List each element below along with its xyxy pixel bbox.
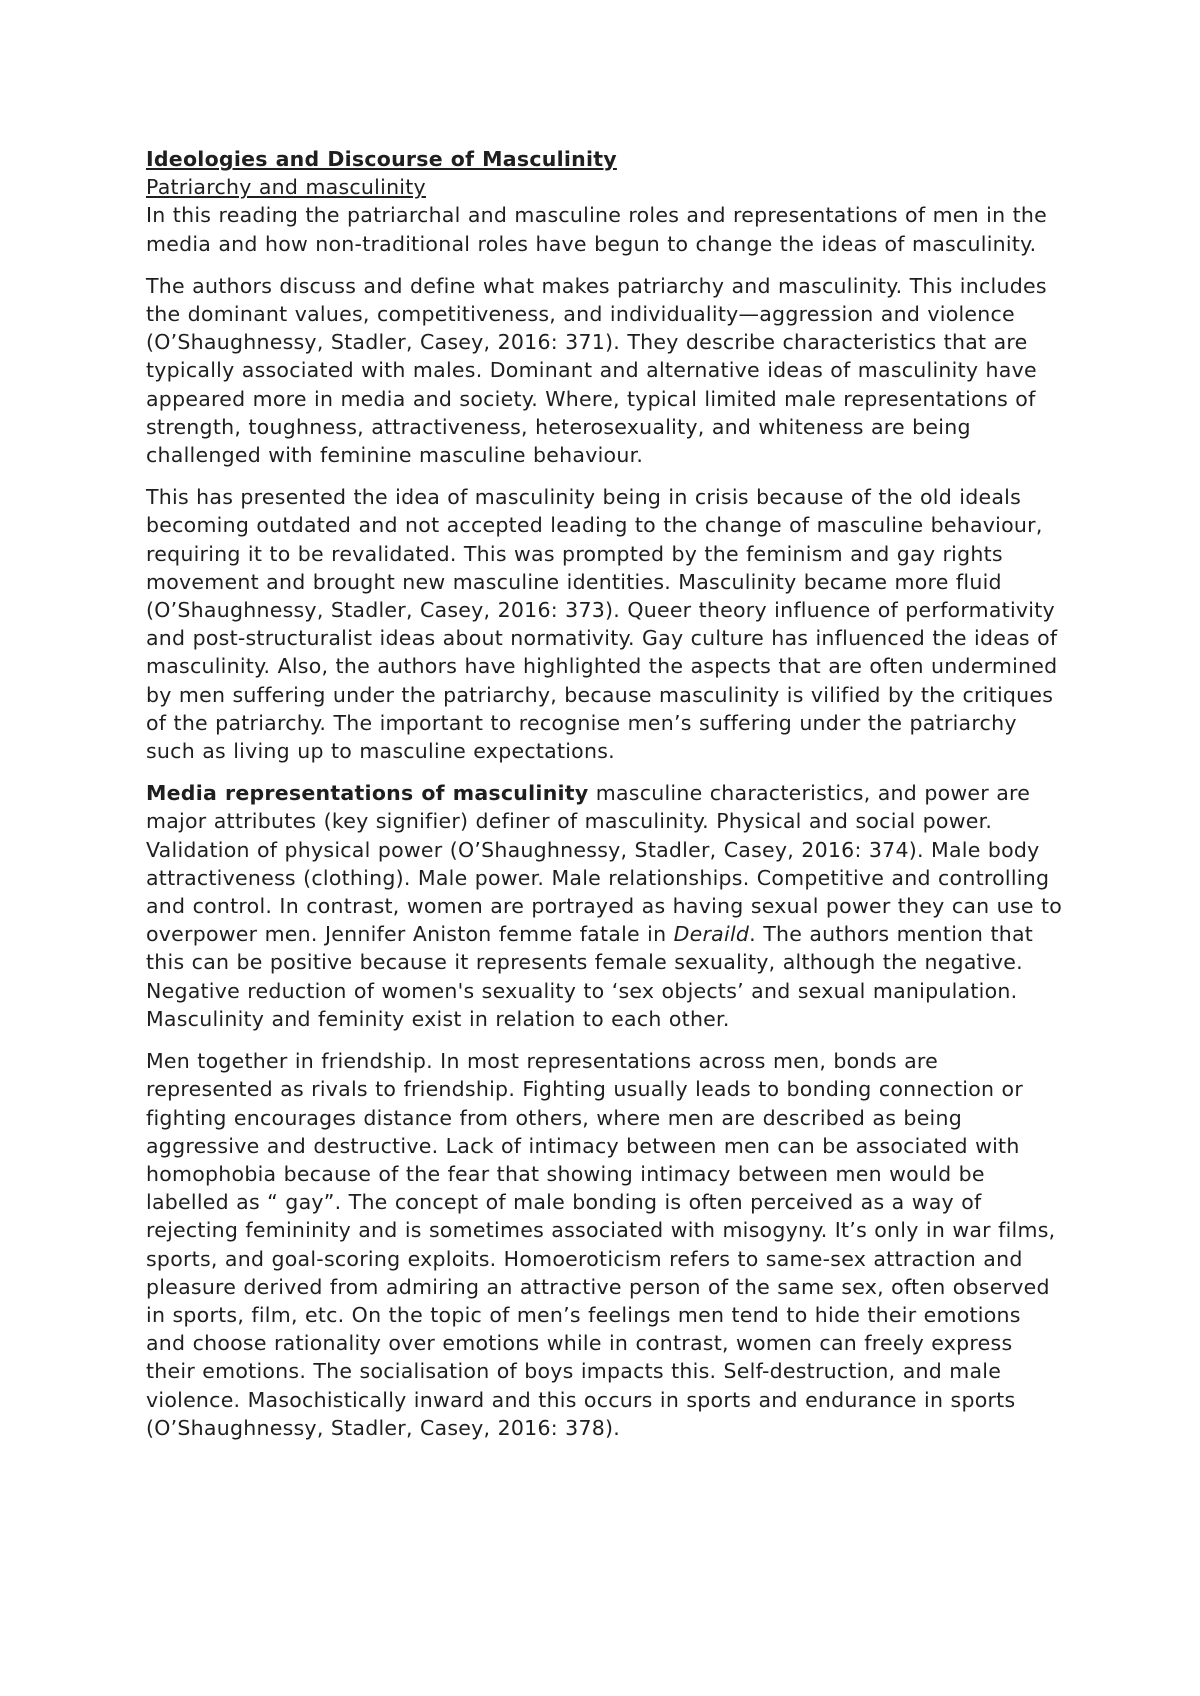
paragraph-patriarchy: The authors discuss and define what makes patriarchy and masculinity. This includes the dominant values, competitiveness, and individuality—aggression and violence (O’Shaughnessy, Stadler, Casey, 2016: 371). They describe characteristics that are typically associated with males. Dominant and alternative ideas of masculinity have appeared more in media and society. Where, typical limited male representations of strength, toughness, attractiveness, heterosexuality, and whiteness are being challenged with feminine masculine behaviour. [146,273,1047,468]
paragraph-text-part-a: masculine characteristics, and power are major attributes (key signifier) definer of masculinity. Physical and social power. Validation of physical power (O’Shaughnessy, Stadler, Casey, 2016: 374). Male body attractiveness (clothing). Male power. Male relationships. Competitive and controlling and control. In contrast, women are portrayed as having sexual power they can use to overpower men. Jennifer Aniston femme fatale in [146,781,1063,947]
paragraph-intro: In this reading the patriarchal and masculine roles and representations of men in the media and how non-traditional roles have begun to change the ideas of masculinity. [146,203,1048,256]
document-title: Ideologies and Discourse of Masculinity [146,147,617,171]
film-title-italic: Deraild [673,922,750,947]
inline-heading-media-representations: Media representations of masculinity [146,781,589,806]
paragraph-media-representations [146,779,1066,1033]
paragraph-crisis: This has presented the idea of masculinity being in crisis because of the old ideals becoming outdated and not accepted leading to the change of masculine behaviour, requiring it to be revalidated. This was prompted by the feminism and gay rights movement and brought new masculine identities. Masculinity became more fluid (O’Shaughnessy, Stadler, Casey, 2016: 373). Queer theory influence of performativity and post-structuralist ideas about normativity. Gay culture has influenced the ideas of masculinity. Also, the authors have highlighted the aspects that are often undermined by men suffering under the patriarchy, because masculinity is vilified by the critiques of the patriarchy. The important to recognise men’s suffering under the patriarchy such as living up to masculine expectations. [146,485,1058,764]
paragraph-friendship: Men together in friendship. In most representations across men, bonds are represented as rivals to friendship. Fighting usually leads to bonding connection or fighting encourages distance from others, where men are described as being aggressive and destructive. Lack of intimacy between men can be associated with homophobia because of the fear that showing intimacy between men would be labelled as “ gay”. The concept of male bonding is often perceived as a way of rejecting femininity and is sometimes associated with misogyny. It’s only in war films, sports, and goal-scoring exploits. Homoeroticism refers to same-sex attraction and pleasure derived from admiring an attractive person of the same sex, often observed in sports, film, etc. On the topic of men’s feelings men tend to hide their emotions and choose rationality over emotions while in contrast, women can freely express their emotions. The socialisation of boys impacts this. Self-destruction, and male violence. Masochistically inward and this occurs in sports and endurance in sports (O’Shaughnessy, Stadler, Casey, 2016: 378). [146,1049,1056,1440]
document-page [146,145,1066,1456]
paragraph-text-part-b: . The authors mention that this can be positive because it represents female sexuality, although the negative. Negative reduction of women's sexuality to ‘sex objects’ and sexual manipulation. Masculinity and feminity exist in relation to each other. [146,922,1034,1031]
section-subtitle: Patriarchy and masculinity [146,175,426,200]
